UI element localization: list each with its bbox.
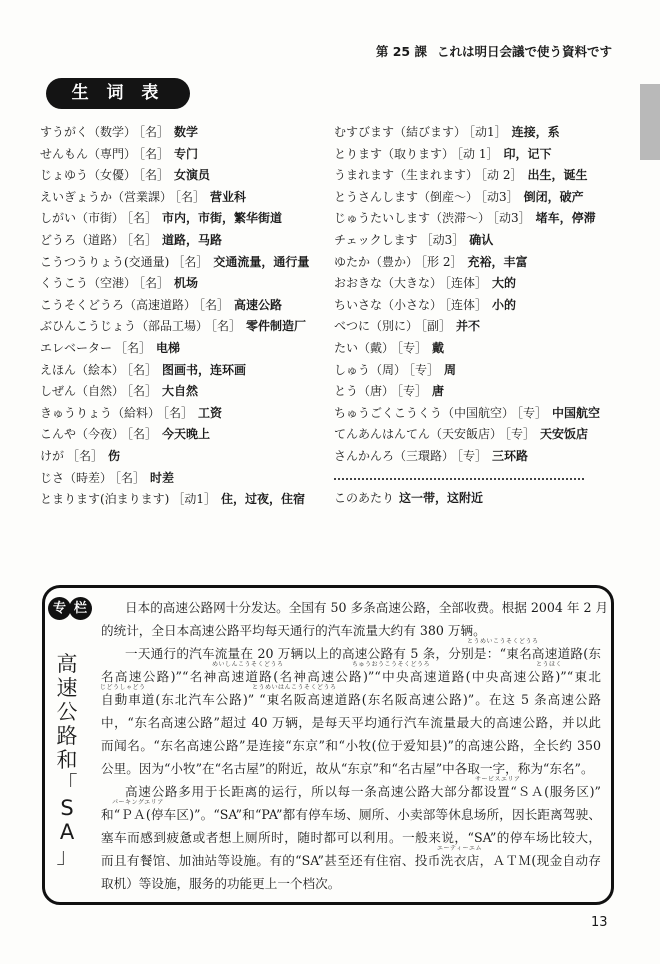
- vocab-part-of-speech: ［动3］: [493, 211, 531, 226]
- vocab-word: ちいさな（小さな）: [334, 297, 443, 312]
- page-number: 13: [591, 915, 608, 930]
- vocab-meaning: 专门: [174, 146, 199, 161]
- vocab-meaning: 中国航空: [552, 405, 601, 420]
- vocab-part-of-speech: ［名］: [127, 211, 158, 226]
- badge-char: 栏: [69, 597, 92, 620]
- column-badge: [48, 597, 90, 620]
- vocab-part-of-speech: ［名］: [139, 276, 170, 291]
- vocab-meaning: 市内，市街，繁华街道: [162, 211, 283, 226]
- vocab-entry: [40, 403, 330, 425]
- vocab-entry: [334, 360, 634, 382]
- column-text-line: 而闻名。“东名高速公路”是连接“东京”和“小牧(位于爱知县)”的高速公路，全长约 350: [101, 738, 601, 753]
- furigana: じどうしゃどう: [100, 684, 146, 691]
- furigana: とうめいはんこうそくどうろ: [252, 684, 337, 691]
- vocab-meaning: 印，记下: [503, 146, 552, 161]
- vocab-entry: [334, 338, 634, 360]
- vocab-meaning: 交通流量，通行量: [213, 254, 310, 269]
- vocab-entry: [40, 295, 330, 317]
- vocab-word: こんや（今夜）: [40, 427, 125, 442]
- vocab-part-of-speech: ［专］: [397, 384, 428, 399]
- vocab-word: しゅう（周）: [334, 362, 407, 377]
- vocab-part-of-speech: ［动3］: [481, 189, 519, 204]
- dotted-divider: [334, 468, 584, 480]
- vocab-part-of-speech: ［名］: [172, 254, 209, 269]
- vocab-word: ゆたか（豊か）: [334, 254, 419, 269]
- vocab-word: くうこう（空港）: [40, 276, 137, 291]
- furigana: サービスエリア: [475, 776, 521, 783]
- vocab-meaning: 确认: [469, 232, 494, 247]
- vocab-meaning: 倒闭，破产: [523, 189, 584, 204]
- column-body: [101, 592, 609, 891]
- column-text-line: 高速公路多用于长距离的运行，所以每一条高速公路大部分都设置“ＳＡ(服务区)”: [125, 784, 601, 799]
- vocab-word: むすびます（結びます）: [334, 125, 467, 139]
- vocab-part-of-speech: ［名］: [127, 232, 158, 247]
- vocab-meaning: 道路，马路: [162, 232, 223, 247]
- vocab-part-of-speech: ［名］: [127, 384, 158, 399]
- vocab-entry: [334, 446, 634, 468]
- vocab-meaning: 时差: [150, 470, 175, 485]
- vocab-word: べつに（別に）: [334, 319, 419, 334]
- vocab-entry: [40, 208, 330, 230]
- running-header: [366, 42, 612, 60]
- vocab-word: さんかんろ（三環路）: [334, 448, 455, 463]
- vocab-entry: [334, 316, 634, 338]
- vocab-part-of-speech: ［动 1］: [457, 146, 499, 161]
- vocab-column-left: [40, 122, 330, 511]
- title-char: 」: [56, 844, 78, 868]
- vocab-part-of-speech: ［名］: [163, 405, 194, 420]
- vocab-part-of-speech: ［副］: [421, 319, 452, 334]
- column-text-line: 中，“东名高速公路”超过 40 万辆，是每天平均通行汽车流量最大的高速公路，并以此: [101, 715, 601, 730]
- column-text-line: 日本的高速公路网十分发达。全国有 50 多条高速公路，全部收费。根据 2004 年 2 月: [125, 600, 609, 615]
- vocab-entry: [40, 165, 330, 187]
- vocab-word: ちゅうごくこうくう（中国航空）: [334, 405, 515, 420]
- title-char: 「: [56, 772, 78, 796]
- vocab-meaning: 充裕，丰富: [467, 254, 528, 269]
- vocab-word: こうつうりょう(交通量): [40, 254, 170, 269]
- vocab-part-of-speech: ［专］: [505, 427, 536, 442]
- vocab-word: とうさんします（倒産～）: [334, 189, 479, 204]
- vocab-entry: [40, 316, 330, 338]
- vocab-meaning: 图画书，连环画: [162, 362, 247, 377]
- vocab-part-of-speech: ［名］: [175, 189, 206, 204]
- vocab-meaning: 零件制造厂: [246, 319, 307, 334]
- vocab-meaning: 连接，系: [511, 125, 560, 139]
- vocab-meaning: 周: [444, 362, 457, 377]
- title-char: A: [59, 820, 75, 844]
- vocab-meaning: 天安饭店: [540, 427, 589, 442]
- vocab-word: うまれます（生まれます）: [334, 168, 479, 183]
- vocab-word: たい（戴）: [334, 340, 395, 355]
- vocab-part-of-speech: ［专］: [397, 340, 428, 355]
- vocab-meaning: 今天晚上: [162, 427, 211, 442]
- vocab-meaning: 女演员: [174, 168, 211, 183]
- vocab-part-of-speech: ［动1］: [172, 492, 217, 507]
- vocab-word: とまります(泊まります): [40, 492, 170, 507]
- column-text-line: 取机）等设施，服务的功能更上一个档次。: [101, 876, 341, 891]
- vocab-entry: [40, 489, 330, 511]
- vocab-entry: [334, 488, 634, 510]
- vocab-word: じょゆう（女優）: [40, 168, 137, 183]
- title-char: 路: [56, 724, 78, 748]
- vocab-entry: [334, 208, 634, 230]
- vocab-word: このあたり: [334, 490, 395, 505]
- vocab-part-of-speech: ［专］: [517, 405, 548, 420]
- vocab-meaning: 戴: [432, 340, 445, 355]
- vocab-entry: [334, 230, 634, 252]
- vocab-part-of-speech: ［名］: [115, 470, 146, 485]
- vocab-word: おおきな（大きな）: [334, 276, 443, 291]
- vocab-entry: [334, 252, 634, 274]
- vocab-meaning: 小的: [492, 297, 517, 312]
- vocab-entry: [334, 187, 634, 209]
- vocab-word: えいぎょうか（営業課）: [40, 189, 173, 204]
- vocab-meaning: 堵车，停滞: [535, 211, 596, 226]
- vocab-word: きゅうりょう（給料）: [40, 405, 161, 420]
- vocab-word: ぶひんこうじょう（部品工場）: [40, 319, 209, 334]
- vocab-part-of-speech: ［名］: [199, 297, 230, 312]
- vocab-meaning: 这一带，这附近: [399, 490, 484, 505]
- vocab-entry: [40, 273, 330, 295]
- section-title: 生 词 表: [46, 78, 190, 109]
- vocab-entry: [40, 230, 330, 252]
- column-text-line: 一天通行的汽车流量在 20 万辆以上的高速公路有 5 条，分别是：“東名高速道路(东: [125, 646, 601, 661]
- title-char: S: [60, 796, 74, 820]
- vocab-entry: [334, 403, 634, 425]
- vocab-entry: [40, 468, 330, 490]
- vocab-word: どうろ（道路）: [40, 232, 125, 247]
- vocab-word: しぜん（自然）: [40, 384, 125, 399]
- title-char: 公: [56, 700, 78, 724]
- vocab-meaning: 高速公路: [234, 297, 283, 312]
- vocab-entry: [40, 187, 330, 209]
- vocab-entry: [40, 122, 330, 144]
- vocab-part-of-speech: ［名］: [115, 340, 152, 355]
- vocab-word: チェックします: [334, 232, 418, 247]
- vocab-part-of-speech: ［专］: [457, 448, 488, 463]
- column-text-line: 而且有餐馆、加油站等设施。有的“SA”甚至还有住宿、投币洗衣店，ＡＴＭ(现金自动存: [101, 853, 601, 868]
- furigana: めいしんこうそくどうろ: [212, 661, 284, 668]
- column-text-line: 塞车而感到疲惫或者想上厕所时，随时都可以利用。一般来说，“SA”的停车场比较大，: [101, 830, 601, 845]
- furigana: ちゅうおうこうそくどうろ: [352, 661, 431, 668]
- vocab-word: エレベーター: [40, 340, 113, 355]
- vocab-meaning: 并不: [456, 319, 481, 334]
- vocab-entry: [40, 381, 330, 403]
- vocab-entry: [40, 446, 330, 468]
- column-text-line: 公里。因为“小牧”在“名古屋”的附近，故从“东京”和“名古屋”中各取一字，称为“东名”。: [101, 761, 594, 776]
- furigana: エーティーエム: [437, 845, 483, 852]
- vocab-entry: [334, 144, 634, 166]
- vocab-part-of-speech: ［形 2］: [421, 254, 463, 269]
- vocab-meaning: 电梯: [156, 340, 181, 355]
- vocab-part-of-speech: ［名］: [127, 427, 158, 442]
- vocab-word: じさ（時差）: [40, 470, 113, 485]
- vocab-part-of-speech: ［名］: [139, 146, 170, 161]
- vocab-entry: [40, 338, 330, 360]
- vocab-part-of-speech: ［名］: [139, 125, 170, 139]
- vocab-meaning: 出生，诞生: [527, 168, 588, 183]
- column-text-line: 和“ＰＡ(停车区)”。“SA”和“PA”都有停车场、厕所、小卖部等休息场所，因长距离驾驶、: [101, 807, 601, 822]
- furigana: パーキングエリア: [112, 799, 164, 806]
- vocab-part-of-speech: ［动3］: [420, 232, 465, 247]
- vocab-meaning: 住，过夜，住宿: [221, 492, 306, 507]
- badge-char: 专: [48, 597, 71, 620]
- lesson-number: 第 25 課: [375, 44, 427, 59]
- vocab-entry: [334, 165, 634, 187]
- vocab-entry: [334, 295, 634, 317]
- column-text-line: 的统计，全日本高速公路平均每天通行的汽车流量大约有 380 万辆。: [101, 623, 486, 638]
- title-char: 高: [56, 652, 78, 676]
- vocab-entry: [40, 360, 330, 382]
- vocab-meaning: 营业科: [210, 189, 247, 204]
- vocab-part-of-speech: ［连体］: [445, 276, 488, 291]
- vocab-part-of-speech: ［动 2］: [481, 168, 523, 183]
- vocab-entry: [40, 144, 330, 166]
- vocab-part-of-speech: ［动1］: [469, 125, 507, 139]
- vocab-part-of-speech: ［名］: [67, 448, 104, 463]
- vocab-word: じゅうたいします（渋滞～）: [334, 211, 491, 226]
- vocab-meaning: 伤: [108, 448, 121, 463]
- title-char: 速: [56, 676, 78, 700]
- title-char: 和: [56, 748, 78, 772]
- vocab-part-of-speech: ［名］: [127, 362, 158, 377]
- vocab-entry: [334, 273, 634, 295]
- vocab-entry: [40, 252, 330, 274]
- vocab-word: せんもん（専門）: [40, 146, 137, 161]
- vocab-part-of-speech: ［专］: [409, 362, 440, 377]
- column-text-line: 名高速公路)”“名神高速道路(名神高速公路)”“中央高速道路(中央高速公路)”“東北: [101, 669, 601, 684]
- vocab-part-of-speech: ［名］: [139, 168, 170, 183]
- chapter-edge-tab: [640, 84, 660, 160]
- vocab-meaning: 唐: [432, 384, 445, 399]
- vocab-word: えほん（絵本）: [40, 362, 125, 377]
- vocab-word: しがい（市街）: [40, 211, 125, 226]
- vocab-meaning: 三环路: [492, 448, 529, 463]
- column-vertical-title: [54, 652, 80, 868]
- vocab-meaning: 数学: [174, 125, 199, 139]
- vocab-part-of-speech: ［名］: [211, 319, 242, 334]
- vocab-word: けが: [40, 448, 65, 463]
- vocab-word: とります（取ります）: [334, 146, 455, 161]
- vocab-entry: [334, 122, 634, 144]
- vocab-word: すうがく（数学）: [40, 125, 137, 139]
- vocab-meaning: 机场: [174, 276, 199, 291]
- vocab-word: こうそくどうろ（高速道路）: [40, 297, 197, 312]
- lesson-title: これは明日会議で使う資料です: [436, 44, 612, 59]
- vocab-part-of-speech: ［连体］: [445, 297, 488, 312]
- vocab-meaning: 大的: [492, 276, 517, 291]
- vocab-word: てんあんはんてん（天安飯店）: [334, 427, 503, 442]
- vocab-entry: [40, 424, 330, 446]
- vocab-meaning: 工资: [198, 405, 223, 420]
- vocab-entry: [334, 381, 634, 403]
- vocab-word: とう（唐）: [334, 384, 395, 399]
- vocab-meaning: 大自然: [162, 384, 199, 399]
- furigana: とうめいこうそくどうろ: [467, 638, 539, 645]
- vocab-column-right: [334, 122, 634, 509]
- vocab-entry: [334, 424, 634, 446]
- column-text-line: 自動車道(东北汽车公路)” “東名阪高速道路(东名阪高速公路)”。在这 5 条高速公路: [101, 692, 601, 707]
- furigana: とうほく: [536, 661, 563, 668]
